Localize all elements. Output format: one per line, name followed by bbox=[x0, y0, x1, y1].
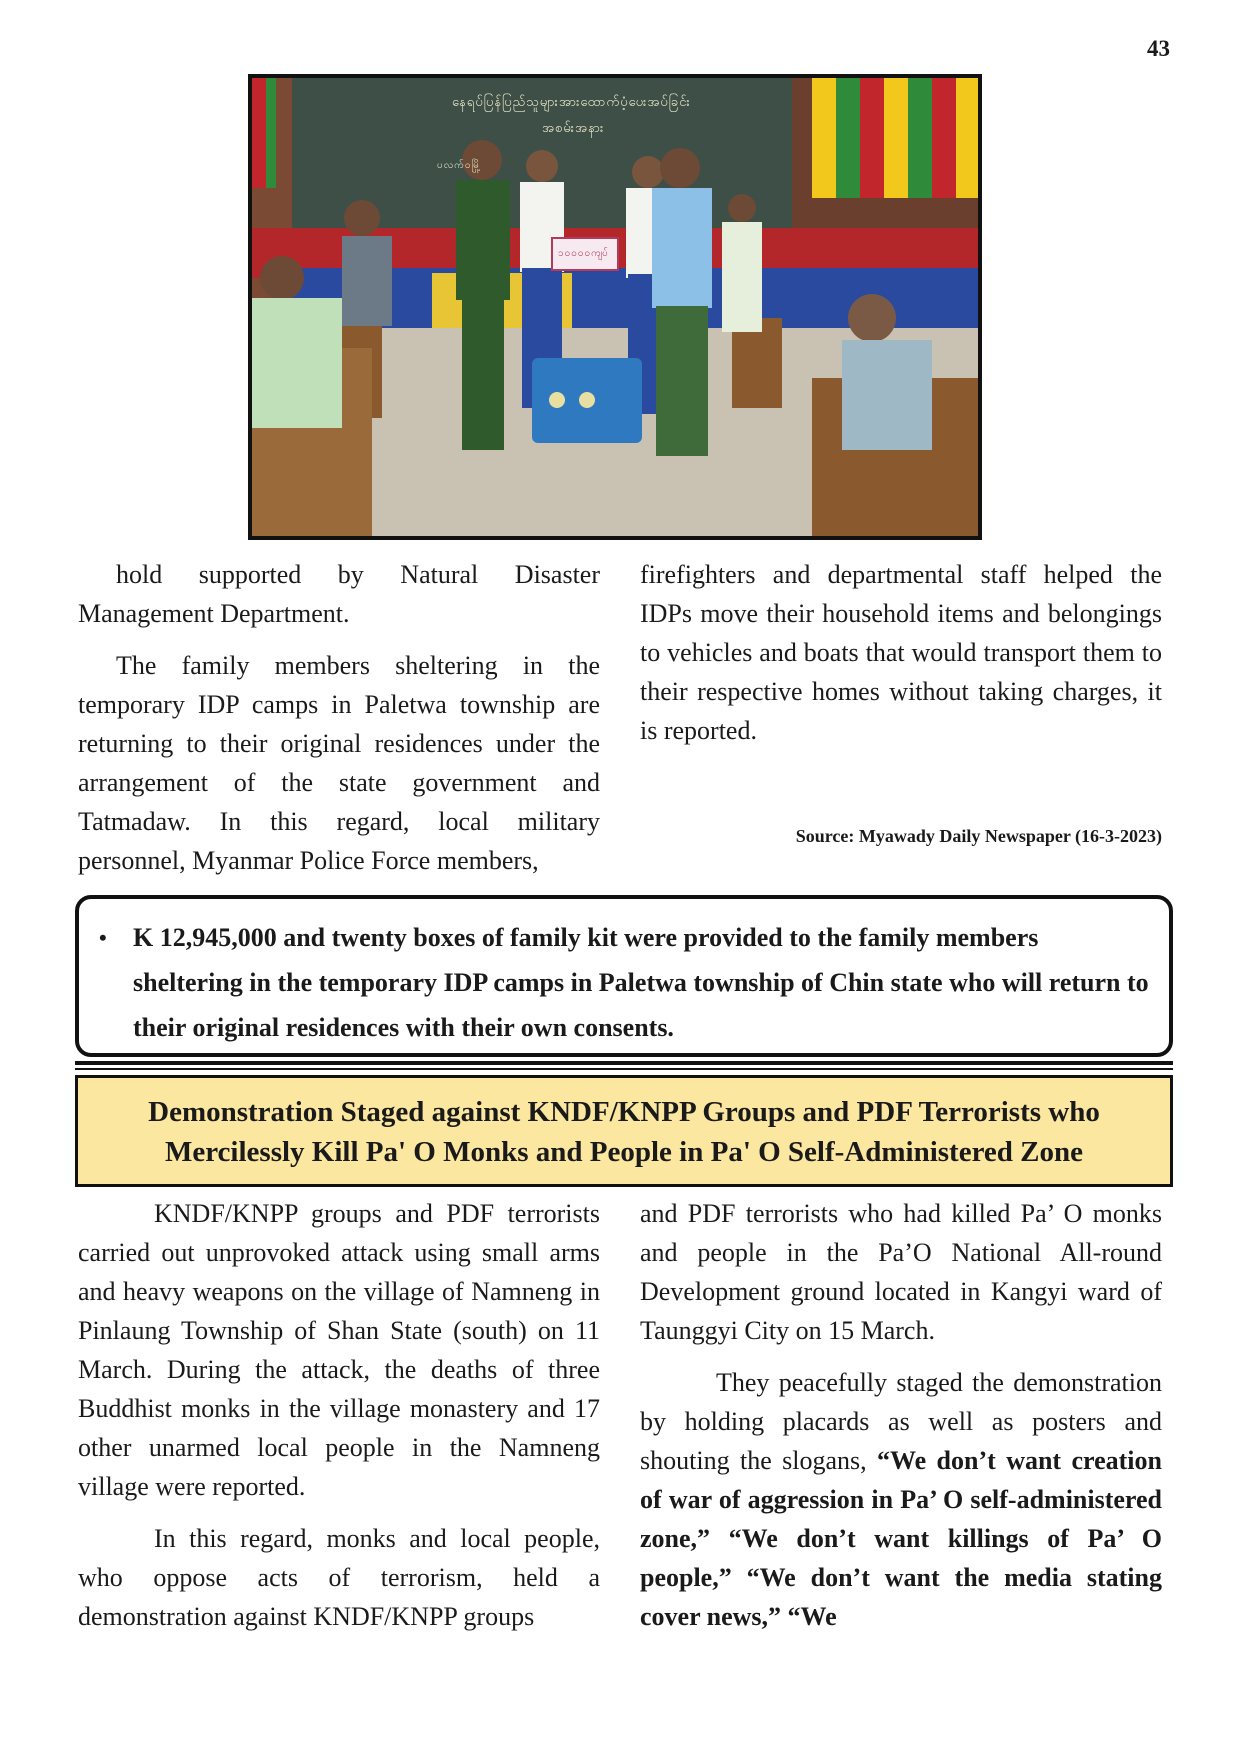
article2-headline-line1: Demonstration Staged against KNDF/KNPP Groups and PDF Terrorists who bbox=[148, 1096, 1100, 1128]
article2-headline bbox=[75, 1075, 1173, 1187]
article2-right-p2-slogans: “We don’t want creation of war of aggression in Pa’ O self-administered zone,” “We don’t want killings of Pa’ O people,” “We don’t want the media stating cover news,” “We bbox=[640, 1446, 1162, 1631]
article1-right-p1: firefighters and departmental staff helped the IDPs move their household items and belongings to vehicles and boats that would transport them to their respective homes without taking charges, it is reported. bbox=[640, 560, 1162, 745]
article2-left-p1: KNDF/KNPP groups and PDF terrorists carried out unprovoked attack using small arms and heavy weapons on the village of Namneng in Pinlaung Township of Shan State (south) on 11 March. During the attack, the deaths of three Buddhist monks in the village monastery and 17 other unarmed local people in the Namneng village were reported. bbox=[78, 1199, 600, 1501]
photo-envelope-text: ၁၀၀၀၀ကျပ် bbox=[558, 248, 609, 259]
photo-banner-line1: နေရပ်ပြန်ပြည်သူများအားထောက်ပံ့ပေးအပ်ခြင်း bbox=[452, 95, 691, 110]
ceremony-photo-illustration bbox=[252, 78, 978, 536]
article1-left-column bbox=[78, 555, 600, 893]
divider-thick bbox=[75, 1061, 1173, 1065]
highlight-text: K 12,945,000 and twenty boxes of family kit were provided to the family members sheltering in the temporary IDP camps in Paletwa township of Chin state who will return to their original residences with their own consents. bbox=[133, 923, 1149, 1042]
photo-banner-line3: ပလက်ဝမြို့ bbox=[437, 160, 482, 171]
article2-headline-line2: Mercilessly Kill Pa' O Monks and People in Pa' O Self-Administered Zone bbox=[164, 1136, 1084, 1168]
ceremony-photo bbox=[248, 74, 982, 540]
article2-right-p2 bbox=[640, 1363, 1162, 1636]
article1-right-column bbox=[640, 555, 1162, 763]
article2-right-p1: and PDF terrorists who had killed Pa’ O monks and people in the Pa’O National All-round Development ground located in Kangyi ward of Taunggyi City on 15 March. bbox=[640, 1199, 1162, 1345]
article1-left-p1: hold supported by Natural Disaster Management Department. bbox=[78, 560, 600, 628]
article1-left-p2: The family members sheltering in the temporary IDP camps in Paletwa township are returning to their original residences under the arrangement of the state government and Tatmadaw. In this regard, local military personnel, Myanmar Police Force members, bbox=[78, 651, 600, 875]
article2-left-column bbox=[78, 1194, 600, 1649]
highlight-box bbox=[75, 895, 1173, 1057]
page-number: 43 bbox=[1147, 36, 1170, 61]
article2-right-p2-plain: They peacefully staged the demonstration by holding placards as well as posters and shouting the slogans, bbox=[640, 1368, 1162, 1475]
divider-thin bbox=[75, 1068, 1173, 1070]
article2-right-column bbox=[640, 1194, 1162, 1649]
photo-banner-line2: အစမ်းအနား bbox=[542, 121, 605, 136]
highlight-bullet: • bbox=[99, 925, 107, 950]
article2-left-p2: In this regard, monks and local people, who oppose acts of terrorism, held a demonstration against KNDF/KNPP groups bbox=[78, 1524, 600, 1631]
article1-source: Source: Myawady Daily Newspaper (16-3-2023) bbox=[795, 826, 1162, 846]
